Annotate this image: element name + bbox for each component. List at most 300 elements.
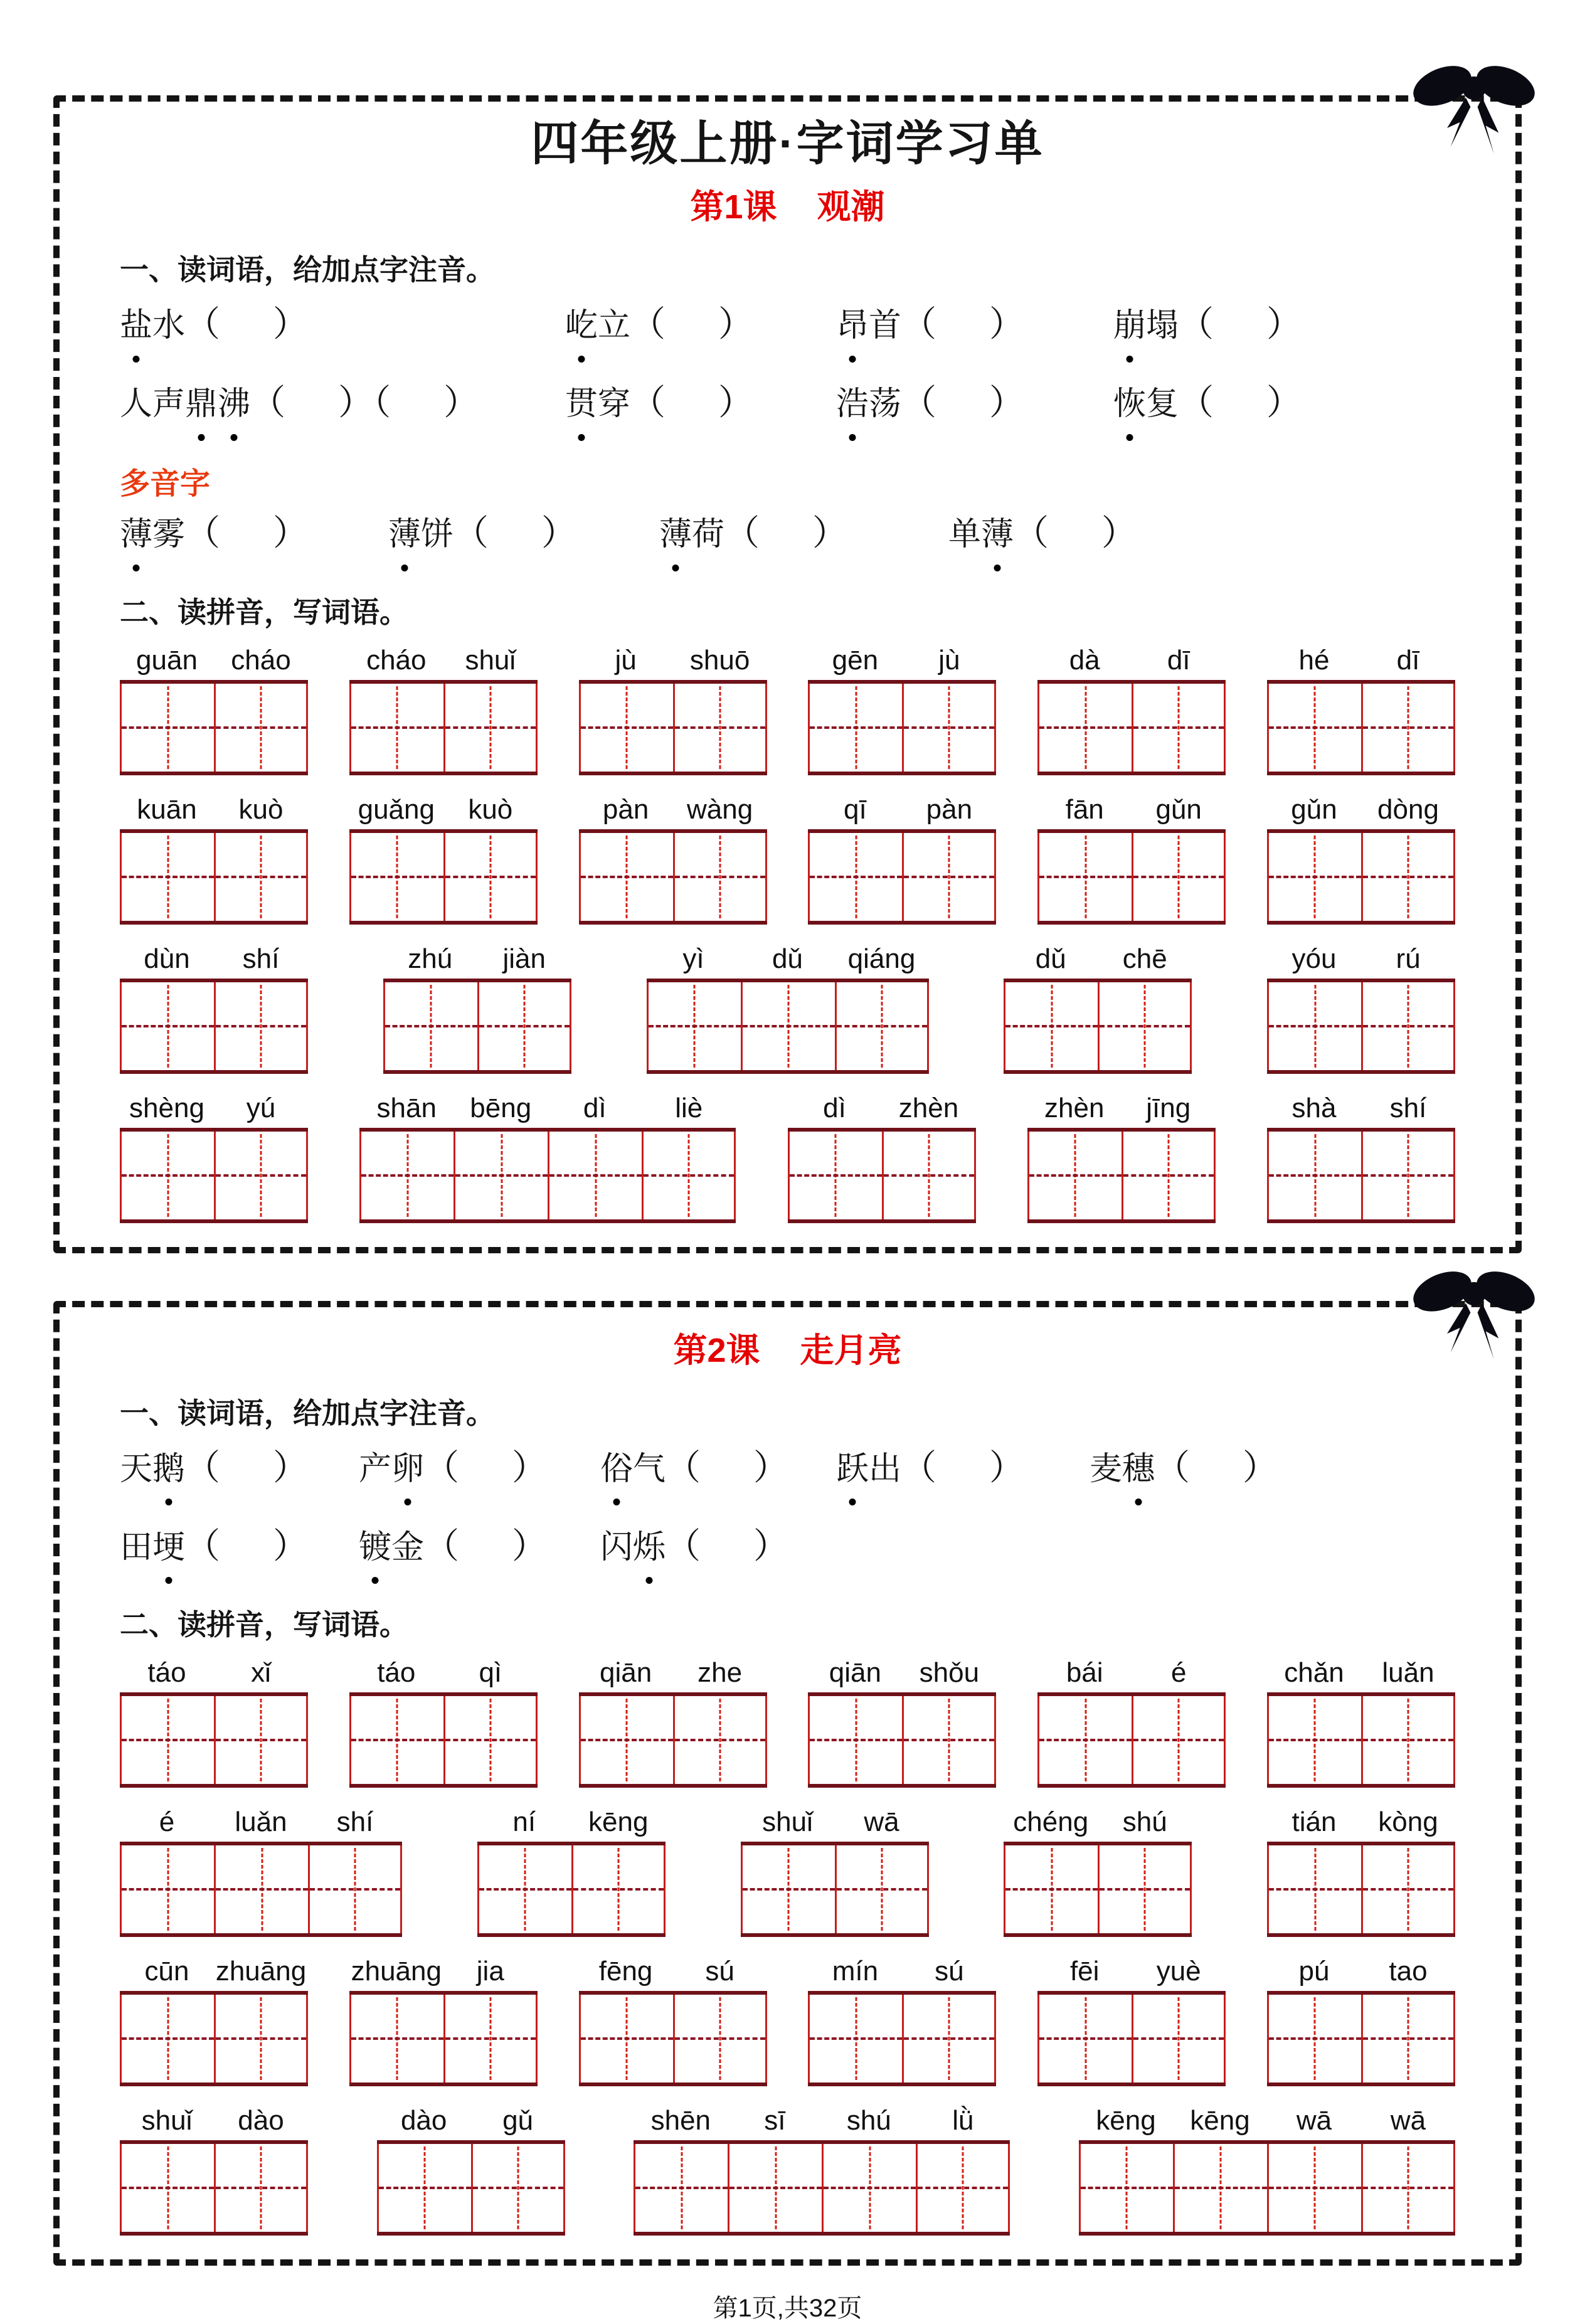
writing-grid-cell[interactable] [1267,833,1361,921]
writing-grid-cell[interactable] [902,1696,996,1784]
writing-grid-cell[interactable] [214,1995,308,2083]
writing-grid-cell[interactable] [120,982,214,1070]
answer-parentheses[interactable]: （ ） [630,384,754,423]
pinyin-syllable: wā [1390,2105,1426,2136]
word-row [120,1524,1455,1570]
writing-grid-cell[interactable] [673,833,767,921]
writing-grid-cell[interactable] [902,1995,996,2083]
writing-grid-cell[interactable] [788,1132,882,1219]
part2-label: 二、读拼音，写词语。 [120,595,408,629]
writing-grid-cell[interactable] [214,1696,308,1784]
writing-grid-cell[interactable] [741,982,835,1070]
pinyin-syllable: liè [675,1092,703,1123]
writing-grid-cell[interactable] [579,833,673,921]
dotted-character: 薄 [388,514,421,556]
pinyin-syllable: shà [1291,1092,1337,1123]
writing-grid-cell[interactable] [1267,982,1361,1070]
answer-parentheses[interactable]: （ ） [724,514,848,553]
writing-grid-cell[interactable] [1267,684,1361,772]
writing-grid-cell[interactable] [1361,1995,1455,2083]
pinyin-syllable: pú [1298,1956,1330,1987]
writing-grid-cell[interactable] [548,1132,642,1219]
writing-grid-cell[interactable] [673,684,767,772]
pinyin-syllable: táo [377,1657,416,1689]
pinyin-syllable: shí [1389,1092,1427,1123]
writing-grid-cell[interactable] [1361,2144,1455,2232]
answer-parentheses[interactable]: （ ） [185,1448,309,1488]
word-item [120,302,565,348]
pinyin-word-group [1027,1093,1216,1223]
writing-grid-cell[interactable] [1267,1132,1361,1219]
word-item [836,381,1113,427]
writing-grid-cell[interactable] [1267,1995,1361,2083]
pinyin-syllable: zhèn [1044,1092,1105,1123]
pinyin-syllable: dǔ [772,943,803,974]
pinyin-syllable: shuǐ [762,1807,813,1838]
pinyin-grid-row [120,2105,1455,2236]
writing-grid-cell[interactable] [349,833,443,921]
answer-parentheses[interactable]: （ ） [666,1527,789,1566]
writing-grid-cell[interactable] [1132,1995,1226,2083]
pinyin-syllable: cháo [231,644,291,676]
character: 水 [152,308,186,344]
writing-grid-cell[interactable] [1267,2144,1361,2232]
answer-parentheses[interactable]: （ ） [250,384,374,423]
character: 穿 [598,386,631,423]
answer-parentheses[interactable]: （ ） [1014,514,1137,553]
character: 单 [948,516,982,553]
writing-grid-cell[interactable] [808,684,902,772]
page-number-footer: 第1页,共32页 [713,2295,862,2323]
writing-grid-cell[interactable] [1267,1845,1361,1933]
dotted-character: 薄 [981,514,1014,556]
pinyin-syllable: shú [846,2105,891,2136]
pinyin-word-group [808,645,996,775]
page-title: 四年级上册·字词学习单 [531,117,1044,171]
writing-grid-cell[interactable] [383,982,477,1070]
pinyin-syllable: kuò [238,793,284,825]
writing-grid-cell[interactable] [349,1696,443,1784]
writing-grid-cell[interactable] [808,1995,902,2083]
writing-grid-cell[interactable] [214,833,308,921]
worksheet-panel-lesson-2 [53,1301,1522,2266]
character: 立 [598,308,631,344]
pinyin-word-group [377,2105,565,2236]
pinyin-syllable: qiān [600,1657,652,1689]
writing-grid-cell[interactable] [1173,2144,1267,2232]
pinyin-syllable: cūn [144,1956,189,1987]
pinyin-syllable: é [159,1807,175,1838]
part1-label: 一、读词语，给加点字注音。 [120,253,495,287]
writing-grid-cell[interactable] [579,684,673,772]
pinyin-syllable: tián [1291,1807,1337,1838]
word-item [565,302,836,348]
answer-parentheses[interactable]: （ ） [666,1448,789,1488]
answer-parentheses[interactable]: （ ） [1179,384,1302,423]
pinyin-syllable: sú [705,1956,734,1987]
pinyin-word-group [741,1807,929,1937]
pinyin-syllable: é [1170,1657,1187,1689]
pinyin-syllable: chē [1122,943,1167,974]
writing-grid-cell[interactable] [120,684,214,772]
pinyin-syllable: dùn [144,943,190,974]
writing-grid-cell[interactable] [1132,833,1226,921]
answer-parentheses[interactable]: （ ） [185,1527,309,1566]
dotted-character: 穗 [1122,1448,1155,1491]
character: 塌 [1146,308,1179,344]
pinyin-word-group [808,794,996,925]
writing-grid-cell[interactable] [359,1132,453,1219]
writing-grid-cell[interactable] [741,1845,835,1933]
pinyin-syllable: dī [1396,644,1420,676]
pinyin-word-group [120,645,308,775]
writing-grid-cell[interactable] [1037,1995,1132,2083]
word-item [120,1446,359,1492]
dotted-character: 浩 [836,383,869,426]
pinyin-word-group [120,2105,308,2236]
answer-parentheses[interactable]: （ ） [1155,1448,1278,1488]
pinyin-syllable: qì [479,1657,502,1689]
writing-grid-cell[interactable] [647,982,741,1070]
pinyin-word-group [1267,1657,1455,1788]
pinyin-syllable: fān [1065,793,1104,825]
pinyin-syllable: bēng [470,1092,532,1123]
writing-grid-cell[interactable] [579,1995,673,2083]
answer-parentheses[interactable]: （ ） [424,1527,548,1566]
lesson-2-title: 走月亮 [800,1331,902,1369]
pinyin-word-group [579,794,767,925]
pinyin-syllable: luǎn [235,1807,287,1838]
writing-grid-cell[interactable] [1132,1696,1226,1784]
answer-parentheses[interactable]: （ ） [185,305,309,345]
word-item [1090,1446,1455,1492]
pinyin-syllable: dǔ [1035,943,1066,974]
pinyin-word-group [1037,1956,1226,2086]
pinyin-word-group [1267,645,1455,775]
answer-parentheses[interactable]: （ ） [630,305,754,345]
pinyin-syllable: bái [1066,1657,1103,1689]
writing-grid-cell[interactable] [120,2144,214,2232]
dotted-character: 屹 [565,305,598,348]
answer-parentheses[interactable]: （ ） [453,514,577,553]
pinyin-syllable: dī [1167,644,1191,676]
character: 天 [120,1451,153,1487]
pinyin-syllable: kēng [1190,2105,1250,2136]
writing-grid-cell[interactable] [1098,1845,1192,1933]
pinyin-syllable: dào [238,2105,284,2136]
writing-grid-cell[interactable] [214,2144,308,2232]
part2-label: 二、读拼音，写词语。 [120,1608,408,1642]
word-item [120,511,388,557]
writing-grid-cell[interactable] [349,1995,443,2083]
pinyin-word-group [383,943,571,1074]
pinyin-syllable: zhe [697,1657,743,1689]
dotted-character: 薄 [659,514,692,556]
pinyin-syllable: wā [864,1807,899,1838]
writing-grid-cell[interactable] [882,1132,976,1219]
writing-grid-cell[interactable] [1361,1845,1455,1933]
writing-grid-cell[interactable] [916,2144,1010,2232]
pinyin-syllable: tao [1389,1956,1428,1987]
pinyin-word-group [808,1657,996,1788]
pinyin-grid-row [120,1093,1455,1223]
character: 复 [1146,386,1179,423]
word-item [565,381,836,427]
pinyin-syllable: shuǐ [465,644,516,676]
pinyin-word-group [349,1657,538,1788]
answer-parentheses[interactable]: （ ） [185,514,309,553]
pinyin-syllable: pàn [926,793,973,825]
pinyin-word-group [634,2105,1010,2236]
character: 出 [869,1451,902,1487]
pinyin-syllable: qiáng [847,943,916,974]
pinyin-syllable: gǔn [1155,793,1202,825]
word-item [836,302,1113,348]
pinyin-syllable: kòng [1378,1807,1438,1838]
writing-grid-cell[interactable] [1037,1696,1132,1784]
pinyin-syllable: fēi [1069,1956,1100,1987]
lesson-1-title: 观潮 [817,188,885,226]
dotted-character: 沸 [218,383,250,426]
pinyin-syllable: yuè [1156,1956,1201,1987]
pinyin-syllable: rú [1396,943,1421,974]
writing-grid-cell[interactable] [214,1845,308,1933]
writing-grid-cell[interactable] [902,833,996,921]
dotted-character: 埂 [152,1527,185,1569]
character: 麦 [1090,1451,1123,1487]
pinyin-syllable: dà [1069,644,1100,676]
writing-grid-cell[interactable] [1267,1696,1361,1784]
worksheet-panel-lesson-1 [53,95,1522,1253]
writing-grid-cell[interactable] [120,1845,214,1933]
writing-grid-cell[interactable] [443,1696,538,1784]
writing-grid-cell[interactable] [443,1995,538,2083]
writing-grid-cell[interactable] [1361,982,1455,1070]
pinyin-syllable: mín [832,1956,879,1987]
character: 雾 [152,516,186,553]
word-item [359,1446,600,1492]
pinyin-syllable: dòng [1377,793,1439,825]
pinyin-syllable: qiān [829,1657,881,1689]
pinyin-syllable: shú [1122,1807,1167,1838]
pinyin-syllable: yì [682,943,704,974]
pinyin-word-group [788,1093,976,1223]
pinyin-grid-row [120,1657,1455,1788]
pinyin-syllable: ní [512,1807,536,1838]
pinyin-word-group [1267,943,1455,1074]
character: 荷 [692,516,725,553]
pinyin-grid-row [120,794,1455,925]
character: 荡 [869,386,902,423]
writing-grid-cell[interactable] [1098,982,1192,1070]
word-row [120,381,1455,427]
writing-grid-cell[interactable] [1361,1132,1455,1219]
writing-grid-cell[interactable] [1122,1132,1216,1219]
writing-grid-cell[interactable] [835,982,929,1070]
answer-parentheses[interactable]: （ ） [1179,305,1302,345]
word-item [1113,302,1455,348]
pinyin-syllable: shān [376,1092,437,1123]
pinyin-syllable: chéng [1013,1807,1089,1838]
pinyin-syllable: wā [1296,2105,1332,2136]
writing-grid-cell[interactable] [120,1132,214,1219]
dotted-character: 昂 [836,305,869,348]
pinyin-syllable: guān [136,644,198,676]
pinyin-syllable: kēng [588,1807,649,1838]
pinyin-grid-row [120,1807,1455,1937]
writing-grid-cell[interactable] [571,1845,666,1933]
writing-grid-cell[interactable] [1079,2144,1173,2232]
pinyin-syllable: shuō [689,644,750,676]
answer-parentheses[interactable]: （ ） [901,1448,1025,1488]
pinyin-word-group [120,1657,308,1788]
dotted-character: 跃 [836,1448,869,1491]
writing-grid-cell[interactable] [642,1132,736,1219]
pinyin-syllable: qī [844,793,867,825]
pinyin-syllable: gǔn [1291,793,1337,825]
bow-ribbon-icon [1403,53,1546,171]
writing-grid-cell[interactable] [728,2144,822,2232]
pinyin-syllable: xǐ [251,1657,271,1689]
pinyin-word-group [579,645,767,775]
writing-grid-cell[interactable] [214,1132,308,1219]
dotted-character: 贯 [565,383,598,426]
multi-sound-row [120,511,1455,557]
answer-parentheses[interactable]: （ ） [424,1448,548,1488]
writing-grid-cell[interactable] [120,1696,214,1784]
pinyin-word-group [349,1956,538,2086]
writing-grid-cell[interactable] [443,684,538,772]
pinyin-syllable: kuò [468,793,513,825]
lesson-2-heading [120,1324,1455,1372]
pinyin-syllable: jiàn [502,943,546,974]
writing-grid-cell[interactable] [120,1995,214,2083]
pinyin-syllable: zhú [408,943,453,974]
pinyin-syllable: zhuāng [351,1956,442,1987]
writing-grid-cell[interactable] [120,833,214,921]
writing-grid-cell[interactable] [477,1845,571,1933]
writing-grid-cell[interactable] [808,833,902,921]
pinyin-syllable: chǎn [1284,1657,1344,1689]
writing-grid-cell[interactable] [673,1995,767,2083]
word-item [120,1524,359,1570]
pinyin-syllable: jia [476,1956,504,1987]
writing-grid-cell[interactable] [835,1845,929,1933]
writing-grid-cell[interactable] [1004,1845,1098,1933]
pinyin-word-group [1267,1807,1455,1937]
writing-grid-cell[interactable] [902,684,996,772]
pinyin-syllable: lǜ [952,2105,974,2136]
writing-grid-cell[interactable] [1361,1696,1455,1784]
writing-grid-cell[interactable] [1361,833,1455,921]
writing-grid-cell[interactable] [214,684,308,772]
pinyin-word-group [120,794,308,925]
pinyin-word-group [120,1956,308,2086]
pinyin-syllable: shèng [129,1092,204,1123]
writing-grid-cell[interactable] [673,1696,767,1784]
writing-grid-cell[interactable] [214,982,308,1070]
dotted-character: 俗 [600,1448,633,1491]
writing-grid-cell[interactable] [808,1696,902,1784]
pinyin-syllable: shēn [650,2105,711,2136]
word-item [600,1524,1455,1570]
writing-grid-cell[interactable] [634,2144,728,2232]
answer-parentheses[interactable]: （ ） [901,305,1025,345]
pinyin-word-group [1037,1657,1226,1788]
pinyin-syllable: guǎng [358,793,435,825]
writing-grid-cell[interactable] [1027,1132,1122,1219]
pinyin-word-group [120,1807,402,1937]
bow-ribbon-icon [1403,1258,1546,1376]
pinyin-word-group [579,1956,767,2086]
part1-label: 一、读词语，给加点字注音。 [120,1396,495,1430]
pinyin-word-group [1267,794,1455,925]
pinyin-syllable: hé [1298,644,1330,676]
character: 产 [359,1451,392,1487]
pinyin-word-group [1267,1956,1455,2086]
pinyin-word-group [579,1657,767,1788]
pinyin-word-group [477,1807,666,1937]
writing-grid-cell[interactable] [443,833,538,921]
word-item [388,511,659,557]
lesson-1-heading [120,180,1455,228]
writing-grid-cell[interactable] [453,1132,548,1219]
lesson-2-label: 第2课 [673,1331,760,1369]
pinyin-syllable: luǎn [1382,1657,1434,1689]
answer-parentheses[interactable]: （ ） [901,384,1025,423]
pinyin-syllable: jù [938,644,960,676]
character: 声 [152,386,186,423]
writing-grid-cell[interactable] [308,1845,402,1933]
dotted-character: 鹅 [152,1448,185,1491]
character: 金 [391,1529,425,1566]
pinyin-syllable: gǔ [502,2105,534,2136]
pinyin-word-group [1079,2105,1455,2236]
answer-parentheses[interactable]: （ ） [373,384,479,423]
writing-grid-cell[interactable] [349,684,443,772]
pinyin-word-group [120,1093,308,1223]
pinyin-grid-row [120,943,1455,1074]
writing-grid-cell[interactable] [377,2144,471,2232]
writing-grid-cell[interactable] [477,982,571,1070]
pinyin-word-group [1037,794,1226,925]
pinyin-syllable: gēn [832,644,879,676]
writing-grid-cell[interactable] [1037,833,1132,921]
character: 人 [120,386,153,423]
character: 气 [633,1451,666,1487]
writing-grid-cell[interactable] [579,1696,673,1784]
dotted-character: 崩 [1113,305,1146,348]
pinyin-syllable: yú [246,1092,276,1123]
pinyin-syllable: yóu [1291,943,1337,974]
word-item [359,1524,600,1570]
pinyin-syllable: jù [615,644,637,676]
pinyin-word-group [1267,1093,1455,1223]
writing-grid-cell[interactable] [471,2144,565,2232]
pinyin-syllable: fēng [598,1956,653,1987]
pinyin-word-group [120,943,308,1074]
writing-grid-cell[interactable] [1361,684,1455,772]
pinyin-syllable: táo [147,1657,186,1689]
pinyin-word-group [808,1956,996,2086]
word-item [120,381,565,427]
writing-grid-cell[interactable] [1132,684,1226,772]
pinyin-syllable: shǒu [919,1657,980,1689]
writing-grid-cell[interactable] [1004,982,1098,1070]
writing-grid-cell[interactable] [822,2144,916,2232]
writing-grid-cell[interactable] [1037,684,1132,772]
pinyin-grid-row [120,1956,1455,2086]
